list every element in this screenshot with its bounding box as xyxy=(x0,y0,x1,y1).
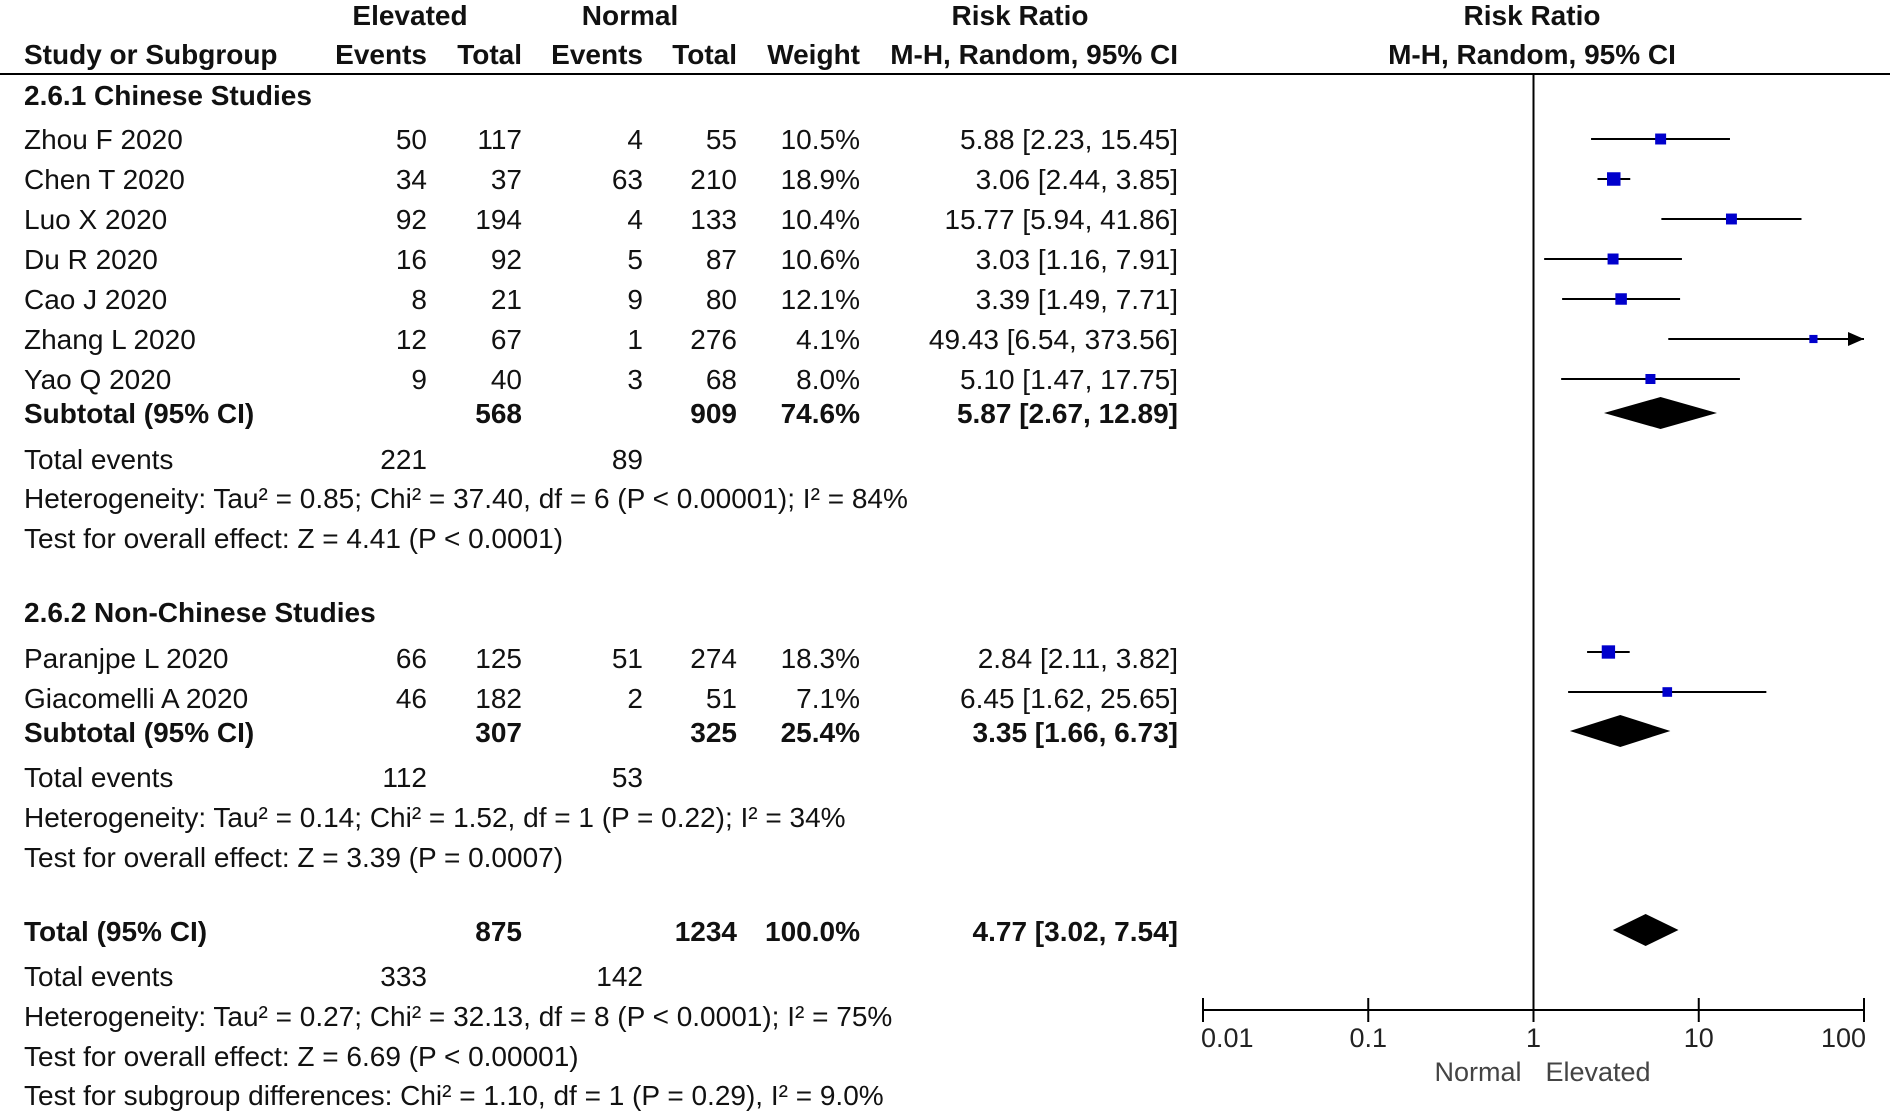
x-axis-tick-label: 10 xyxy=(1683,1023,1714,1053)
risk-ratio-ci: 5.10 [1.47, 17.75] xyxy=(960,364,1178,395)
risk-ratio-ci: 5.88 [2.23, 15.45] xyxy=(960,124,1178,155)
heterogeneity-text: Heterogeneity: Tau² = 0.14; Chi² = 1.52, df = 1 (P = 0.22); I² = 34% xyxy=(24,802,846,833)
total2: 274 xyxy=(690,643,737,674)
events1: 12 xyxy=(395,324,427,355)
events1: 9 xyxy=(411,364,427,395)
overall-effect-text: Test for overall effect: Z = 6.69 (P < 0.00001) xyxy=(24,1041,579,1072)
study-name: Yao Q 2020 xyxy=(24,364,172,395)
x-axis-tick-label: 0.01 xyxy=(1201,1023,1254,1053)
subgroup-differences-text: Test for subgroup differences: Chi² = 1.10, df = 1 (P = 0.29), I² = 9.0% xyxy=(24,1080,884,1111)
total2: 55 xyxy=(705,124,737,155)
events2: 4 xyxy=(627,124,643,155)
total1: 182 xyxy=(475,683,522,714)
total1-header: Total xyxy=(457,39,522,70)
study-marker xyxy=(1608,254,1619,265)
rr-plot-header: Risk Ratio xyxy=(1463,0,1601,31)
total1: 92 xyxy=(490,244,522,275)
risk-ratio-ci: 3.03 [1.16, 7.91] xyxy=(975,244,1178,275)
study-name: Du R 2020 xyxy=(24,244,158,275)
ci-arrow xyxy=(1848,332,1864,346)
subtotal-total1: 307 xyxy=(475,717,522,748)
overall-effect-text: Test for overall effect: Z = 3.39 (P = 0.0007) xyxy=(24,842,564,873)
total2: 210 xyxy=(690,164,737,195)
subtotal-weight: 25.4% xyxy=(780,717,860,748)
total-events2: 89 xyxy=(611,444,643,475)
study-column-header: Study or Subgroup xyxy=(24,39,278,70)
total1: 40 xyxy=(490,364,522,395)
study-name: Zhou F 2020 xyxy=(24,124,183,155)
subtotal-total2: 325 xyxy=(690,717,737,748)
events2: 3 xyxy=(627,364,643,395)
total2: 87 xyxy=(705,244,737,275)
study-marker xyxy=(1607,172,1620,185)
events2-header: Events xyxy=(551,39,643,70)
weight: 8.0% xyxy=(796,364,860,395)
study-marker xyxy=(1602,645,1615,658)
total1: 117 xyxy=(477,124,522,155)
x-axis-tick-label: 0.1 xyxy=(1349,1023,1388,1053)
risk-ratio-ci: 49.43 [6.54, 373.56] xyxy=(928,324,1178,355)
study-marker xyxy=(1645,374,1655,384)
subtotal-weight: 74.6% xyxy=(780,398,860,429)
events1: 92 xyxy=(395,204,427,235)
heterogeneity-text: Heterogeneity: Tau² = 0.85; Chi² = 37.40, df = 6 (P < 0.00001); I² = 84% xyxy=(24,483,908,514)
weight: 18.9% xyxy=(780,164,860,195)
rr-column-header: Risk Ratio xyxy=(951,0,1089,31)
favours-left-label: Normal xyxy=(1434,1057,1522,1087)
events1: 34 xyxy=(395,164,427,195)
study-marker xyxy=(1726,214,1737,225)
subtotal-total1: 568 xyxy=(475,398,522,429)
subgroup-title: 2.6.1 Chinese Studies xyxy=(24,80,312,111)
grand-total2: 1234 xyxy=(674,916,737,947)
total-events-label: Total events xyxy=(24,444,174,475)
events2: 1 xyxy=(627,324,643,355)
risk-ratio-ci: 15.77 [5.94, 41.86] xyxy=(944,204,1178,235)
risk-ratio-ci: 3.06 [2.44, 3.85] xyxy=(975,164,1178,195)
events1: 46 xyxy=(395,683,427,714)
study-name: Cao J 2020 xyxy=(24,284,168,315)
weight: 10.6% xyxy=(780,244,860,275)
total-events-label: Total events xyxy=(24,762,174,793)
total-events2: 142 xyxy=(596,961,643,992)
total2: 133 xyxy=(690,204,737,235)
events2: 9 xyxy=(627,284,643,315)
subtotal-total2: 909 xyxy=(690,398,737,429)
total1: 67 xyxy=(490,324,522,355)
events1-header: Events xyxy=(335,39,427,70)
total-events1: 221 xyxy=(380,444,427,475)
total2: 276 xyxy=(690,324,737,355)
summary-diamond xyxy=(1570,715,1670,747)
weight: 18.3% xyxy=(780,643,860,674)
grand-weight: 100.0% xyxy=(765,916,860,947)
study-marker xyxy=(1615,293,1627,305)
study-marker xyxy=(1662,687,1672,697)
weight-header: Weight xyxy=(767,39,860,70)
risk-ratio-ci: 2.84 [2.11, 3.82] xyxy=(977,643,1178,674)
total1: 37 xyxy=(490,164,522,195)
events1: 16 xyxy=(395,244,427,275)
subgroup-title: 2.6.2 Non-Chinese Studies xyxy=(24,597,376,628)
weight: 4.1% xyxy=(796,324,860,355)
x-axis-tick-label: 1 xyxy=(1525,1023,1542,1053)
total-events1: 112 xyxy=(382,762,427,793)
total1: 194 xyxy=(475,204,522,235)
summary-diamond xyxy=(1613,914,1679,946)
weight: 10.5% xyxy=(780,124,860,155)
grand-ci: 4.77 [3.02, 7.54] xyxy=(972,916,1178,947)
events2: 63 xyxy=(611,164,643,195)
total1: 21 xyxy=(490,284,522,315)
study-name: Paranjpe L 2020 xyxy=(24,643,229,674)
risk-ratio-ci: 3.39 [1.49, 7.71] xyxy=(975,284,1178,315)
x-axis-tick-label: 100 xyxy=(1820,1023,1866,1053)
events2: 2 xyxy=(627,683,643,714)
events2: 4 xyxy=(627,204,643,235)
subtotal-label: Subtotal (95% CI) xyxy=(24,398,255,429)
plot-method-header: M-H, Random, 95% CI xyxy=(1388,39,1676,70)
total1: 125 xyxy=(475,643,522,674)
weight: 10.4% xyxy=(780,204,860,235)
group2-header: Normal xyxy=(581,0,679,31)
weight: 12.1% xyxy=(780,284,860,315)
method-header: M-H, Random, 95% CI xyxy=(890,39,1178,70)
study-marker xyxy=(1655,134,1666,145)
events1: 50 xyxy=(395,124,427,155)
study-marker xyxy=(1809,335,1817,343)
subtotal-ci: 3.35 [1.66, 6.73] xyxy=(972,717,1178,748)
study-name: Zhang L 2020 xyxy=(24,324,196,355)
total-events1: 333 xyxy=(380,961,427,992)
group1-header: Elevated xyxy=(352,0,468,31)
total2: 68 xyxy=(705,364,737,395)
favours-right-label: Elevated xyxy=(1545,1057,1651,1087)
total2: 51 xyxy=(705,683,737,714)
study-name: Chen T 2020 xyxy=(24,164,185,195)
total-label: Total (95% CI) xyxy=(24,916,208,947)
total2-header: Total xyxy=(672,39,737,70)
overall-effect-text: Test for overall effect: Z = 4.41 (P < 0.0001) xyxy=(24,523,564,554)
total-events-label: Total events xyxy=(24,961,174,992)
events2: 5 xyxy=(627,244,643,275)
summary-diamond xyxy=(1604,397,1717,429)
subtotal-ci: 5.87 [2.67, 12.89] xyxy=(956,398,1178,429)
heterogeneity-text: Heterogeneity: Tau² = 0.27; Chi² = 32.13, df = 8 (P < 0.0001); I² = 75% xyxy=(24,1001,893,1032)
total-events2: 53 xyxy=(611,762,643,793)
weight: 7.1% xyxy=(796,683,860,714)
study-name: Luo X 2020 xyxy=(24,204,168,235)
events1: 8 xyxy=(411,284,427,315)
subtotal-label: Subtotal (95% CI) xyxy=(24,717,255,748)
risk-ratio-ci: 6.45 [1.62, 25.65] xyxy=(960,683,1178,714)
events1: 66 xyxy=(395,643,427,674)
events2: 51 xyxy=(611,643,643,674)
study-name: Giacomelli A 2020 xyxy=(24,683,249,714)
total2: 80 xyxy=(705,284,737,315)
grand-total1: 875 xyxy=(475,916,522,947)
